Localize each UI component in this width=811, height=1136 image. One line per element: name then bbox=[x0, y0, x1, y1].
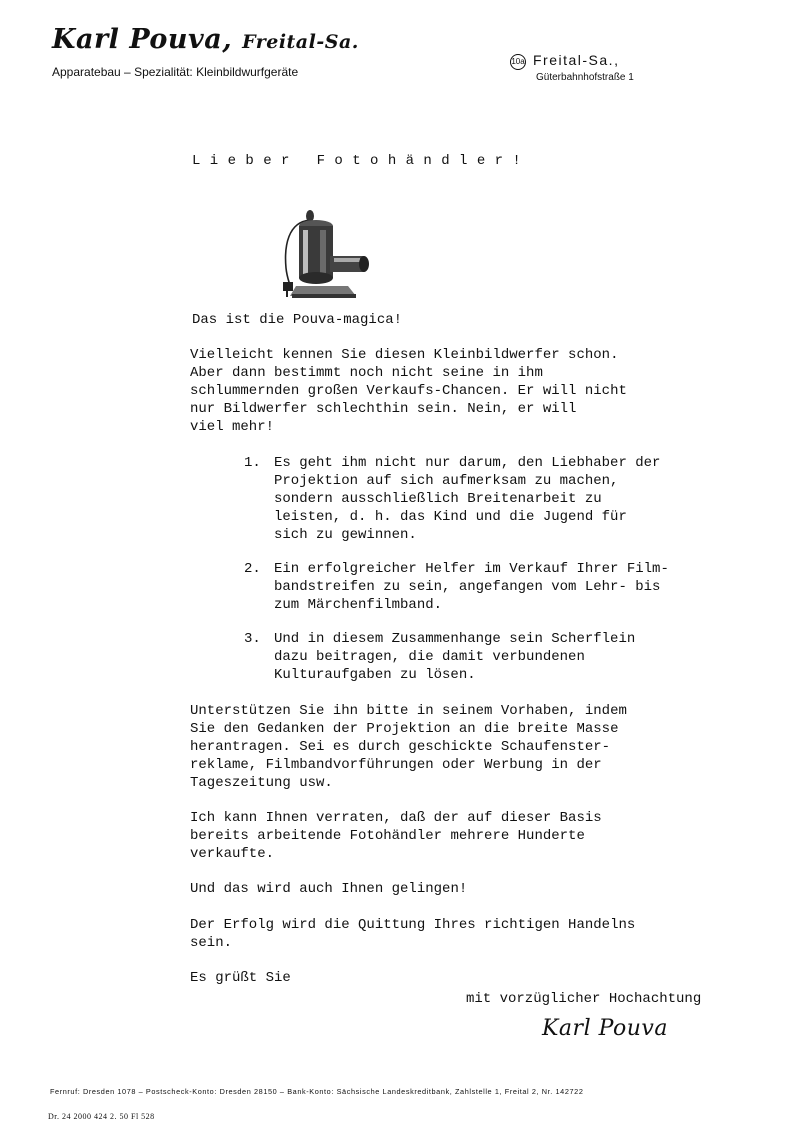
company-city: Freital-Sa. bbox=[242, 31, 359, 53]
item-line: dazu beitragen, die damit verbundenen bbox=[274, 649, 585, 665]
paragraph-line: Vielleicht kennen Sie diesen Kleinbildwerfer schon. bbox=[190, 347, 619, 363]
closing-phrase: mit vorzüglicher Hochachtung bbox=[466, 991, 702, 1007]
paragraph-line: Sie den Gedanken der Projektion an die breite Masse bbox=[190, 721, 619, 737]
item-line: zum Märchenfilmband. bbox=[274, 597, 443, 613]
projector-illustration bbox=[270, 206, 385, 302]
paragraph-line: bereits arbeitende Fotohändler mehrere Hunderte bbox=[190, 828, 585, 844]
paragraph-line: verkaufte. bbox=[190, 846, 275, 862]
paragraph-line: viel mehr! bbox=[190, 419, 275, 435]
item-number: 2. bbox=[244, 561, 261, 577]
item-line: Kulturaufgaben zu lösen. bbox=[274, 667, 476, 683]
paragraph-line: sein. bbox=[190, 935, 233, 951]
footer-contacts: Fernruf: Dresden 1078 – Postscheck-Konto: Dresden 28150 – Bank-Konto: Sächsische Landeskreditbank, Zahlstelle 1, Freital 2, Nr. 142722 bbox=[50, 1087, 584, 1096]
signature: Karl Pouva bbox=[542, 1016, 668, 1041]
item-line: Es geht ihm nicht nur darum, den Liebhaber der bbox=[274, 455, 661, 471]
paragraph-line: Der Erfolg wird die Quittung Ihres richtigen Handelns bbox=[190, 917, 636, 933]
address-street: Güterbahnhofstraße 1 bbox=[536, 72, 634, 83]
paragraph-line: Ich kann Ihnen verraten, daß der auf dieser Basis bbox=[190, 810, 602, 826]
paragraph-line: Unterstützen Sie ihn bitte in seinem Vorhaben, indem bbox=[190, 703, 627, 719]
item-line: leisten, d. h. das Kind und die Jugend für bbox=[274, 509, 627, 525]
paragraph-line: herantragen. Sei es durch geschickte Schaufenster- bbox=[190, 739, 611, 755]
greeting: Es grüßt Sie bbox=[190, 970, 291, 986]
item-number: 3. bbox=[244, 631, 261, 647]
print-code: Dr. 24 2000 424 2. 50 Fl 528 bbox=[48, 1112, 155, 1121]
intro-line: Das ist die Pouva-magica! bbox=[192, 312, 403, 328]
company-name-text: Karl Pouva, bbox=[52, 24, 233, 55]
company-name bbox=[52, 24, 359, 55]
item-line: sich zu gewinnen. bbox=[274, 527, 417, 543]
postal-district-badge: 10a bbox=[510, 54, 526, 70]
item-line: Ein erfolgreicher Helfer im Verkauf Ihrer Film- bbox=[274, 561, 669, 577]
item-line: bandstreifen zu sein, angefangen vom Lehr- bis bbox=[274, 579, 661, 595]
paragraph-line: Aber dann bestimmt noch nicht seine in ihm bbox=[190, 365, 543, 381]
paragraph-line: schlummernden großen Verkaufs-Chancen. Er will nicht bbox=[190, 383, 627, 399]
paragraph-line: nur Bildwerfer schlechthin sein. Nein, er will bbox=[190, 401, 577, 417]
salutation: Lieber Fotohändler! bbox=[192, 153, 531, 169]
item-line: Projektion auf sich aufmerksam zu machen, bbox=[274, 473, 619, 489]
paragraph-line: Tageszeitung usw. bbox=[190, 775, 333, 791]
item-line: sondern ausschließlich Breitenarbeit zu bbox=[274, 491, 602, 507]
company-tagline: Apparatebau – Spezialität: Kleinbildwurfgeräte bbox=[52, 65, 299, 79]
address-city: Freital-Sa., bbox=[533, 52, 620, 68]
item-number: 1. bbox=[244, 455, 261, 471]
paragraph-4: Und das wird auch Ihnen gelingen! bbox=[190, 881, 468, 897]
item-line: Und in diesem Zusammenhange sein Scherflein bbox=[274, 631, 636, 647]
paragraph-line: reklame, Filmbandvorführungen oder Werbung in der bbox=[190, 757, 602, 773]
